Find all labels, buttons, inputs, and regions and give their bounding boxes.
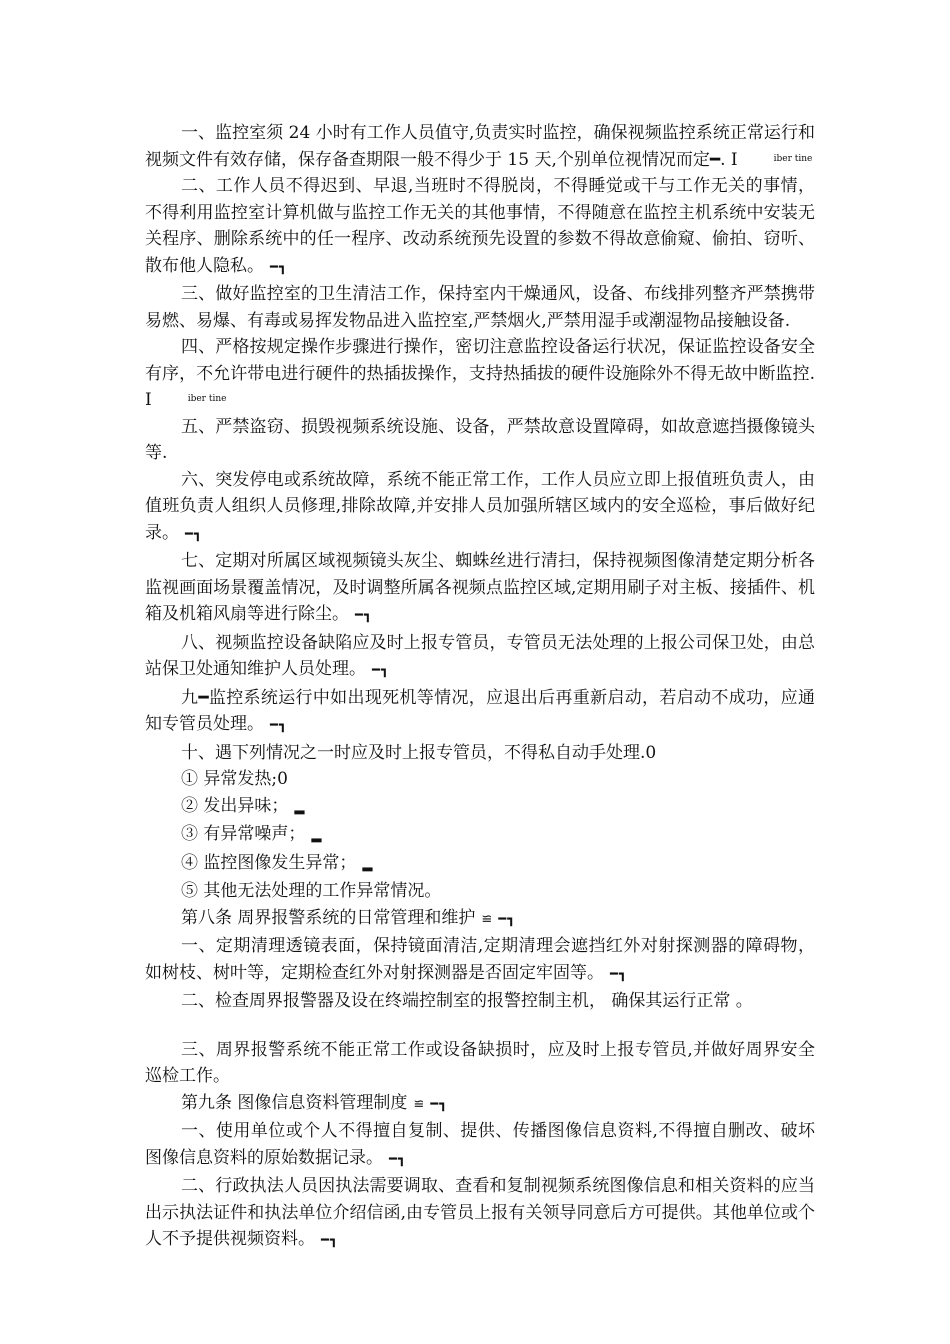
annotation-mark: ━┓ <box>610 966 628 982</box>
paragraph-article-9-1: 一、使用单位或个人不得擅自复制、提供、传播图像信息资料,不得擅自删改、破坏图像信息资料的原始数据记录。 ━┓ <box>145 1121 815 1168</box>
paragraph-rule-4: 四、严格按规定操作步骤进行操作，密切注意监控设备运行状况，保证监控设备安全有序，不允许带电进行硬件的热插拔操作，支持热插拔的硬件设施除外不得无故中断监控. I iber tine <box>145 337 815 410</box>
annotation-mark: ≌ ━┓ <box>481 911 517 927</box>
paragraph-rule-2: 二、工作人员不得迟到、早退,当班时不得脱岗，不得睡觉或干与工作无关的事情，不得利用监控室计算机做与监控工作无关的其他事情，不得随意在监控主机系统中安装无关程序、删除系统中的任一程序、改动系统预先设置的参数不得故意偷窥、偷拍、窃听、散布他人隐私。 ━┓ <box>145 176 815 276</box>
section-heading-article-8: 第八条 周界报警系统的日常管理和维护 ≌ ━┓ <box>181 907 517 928</box>
paragraph-rule-1: 一、监控室须 24 小时有工作人员值守,负责实时监控，确保视频监控系统正常运行和视频文件有效存储，保存备查期限一般不得少于 15 天,个别单位视情况而定━. I iber tine <box>145 123 815 170</box>
paragraph-rule-7: 七、定期对所属区域视频镜头灰尘、蜘蛛丝进行清扫，保持视频图像清楚定期分析各监视画面场景覆盖情况，及时调整所属各视频点监控区域,定期用刷子对主板、接插件、机箱及机箱风扇等进行除尘。 ━┓ <box>145 551 815 624</box>
paragraph-article-9-2: 二、行政执法人员因执法需要调取、查看和复制视频系统图像信息和相关资料的应当出示执法证件和执法单位介绍信函,由专管员上报有关领导同意后方可提供。其他单位或个人不予提供视频资料。 ━┓ <box>145 1176 815 1249</box>
annotation-mark: ━┓ <box>185 526 203 542</box>
annotation-mark: iber tine <box>187 394 227 404</box>
annotation-mark: ━┓ <box>372 663 390 678</box>
paragraph-rule-8: 八、视频监控设备缺陷应及时上报专管员，专管员无法处理的上报公司保卫处，由总站保卫处通知维护人员处理。 ━┓ <box>145 632 815 679</box>
annotation-mark: ≌ ━┓ <box>413 1096 449 1112</box>
annotation-mark: ▂ <box>294 799 306 815</box>
list-item-1: ① 异常发热;0 <box>181 769 288 789</box>
paragraph-rule-10: 十、遇下列情况之一时应及时上报专管员，不得私自动手处理.0 <box>181 742 657 763</box>
annotation-mark: iber tine <box>773 153 813 164</box>
paragraph-article-8-2: 二、检查周界报警器及设在终端控制室的报警控制主机， 确保其运行正常 。 <box>181 991 753 1011</box>
section-heading-article-9: 第九条 图像信息资料管理制度 ≌ ━┓ <box>181 1092 449 1113</box>
paragraph-rule-5: 五、严禁盗窃、损毁视频系统设施、设备，严禁故意设置障碍，如故意遮挡摄像镜头等. <box>145 416 815 463</box>
annotation-mark: ━┓ <box>389 1151 407 1167</box>
blank-line <box>145 1015 815 1037</box>
annotation-mark: ━┓ <box>355 608 373 623</box>
list-item-4: ④ 监控图像发生异常； ▂ <box>181 852 374 873</box>
paragraph-rule-9: 九━监控系统运行中如出现死机等情况，应退出后再重新启动，若启动不成功，应通知专管员处理。 ━┓ <box>145 687 815 734</box>
list-item-2: ② 发出异味； ▂ <box>181 795 306 816</box>
annotation-mark: ━┓ <box>270 259 288 275</box>
annotation-mark: ━┓ <box>270 718 288 733</box>
annotation-mark: ━┓ <box>321 1233 339 1248</box>
list-item-5: ⑤ 其他无法处理的工作异常情况。 <box>181 881 442 901</box>
paragraph-article-8-1: 一、定期清理透镜表面，保持镜面清洁,定期清理会遮挡红外对射探测器的障碍物，如树枝、树叶等，定期检查红外对射探测器是否固定牢固等。 ━┓ <box>145 936 815 983</box>
annotation-mark: ▂ <box>362 856 374 872</box>
paragraph-article-8-3: 三、周界报警系统不能正常工作或设备缺损时，应及时上报专管员,并做好周界安全巡检工作。 <box>145 1039 815 1086</box>
list-item-3: ③ 有异常噪声； ▂ <box>181 824 323 844</box>
annotation-mark: ▂ <box>311 828 323 843</box>
paragraph-rule-6: 六、突发停电或系统故障，系统不能正常工作，工作人员应立即上报值班负责人，由值班负责人组织人员修理,排除故障,并安排人员加强所辖区域内的安全巡检，事后做好纪录。 ━┓ <box>145 469 815 543</box>
document-body <box>145 120 815 1255</box>
paragraph-rule-3: 三、做好监控室的卫生清洁工作，保持室内干燥通风，设备、布线排列整齐严禁携带易燃、易爆、有毒或易挥发物品进入监控室,严禁烟火,严禁用湿手或潮湿物品接触设备. <box>145 284 815 331</box>
